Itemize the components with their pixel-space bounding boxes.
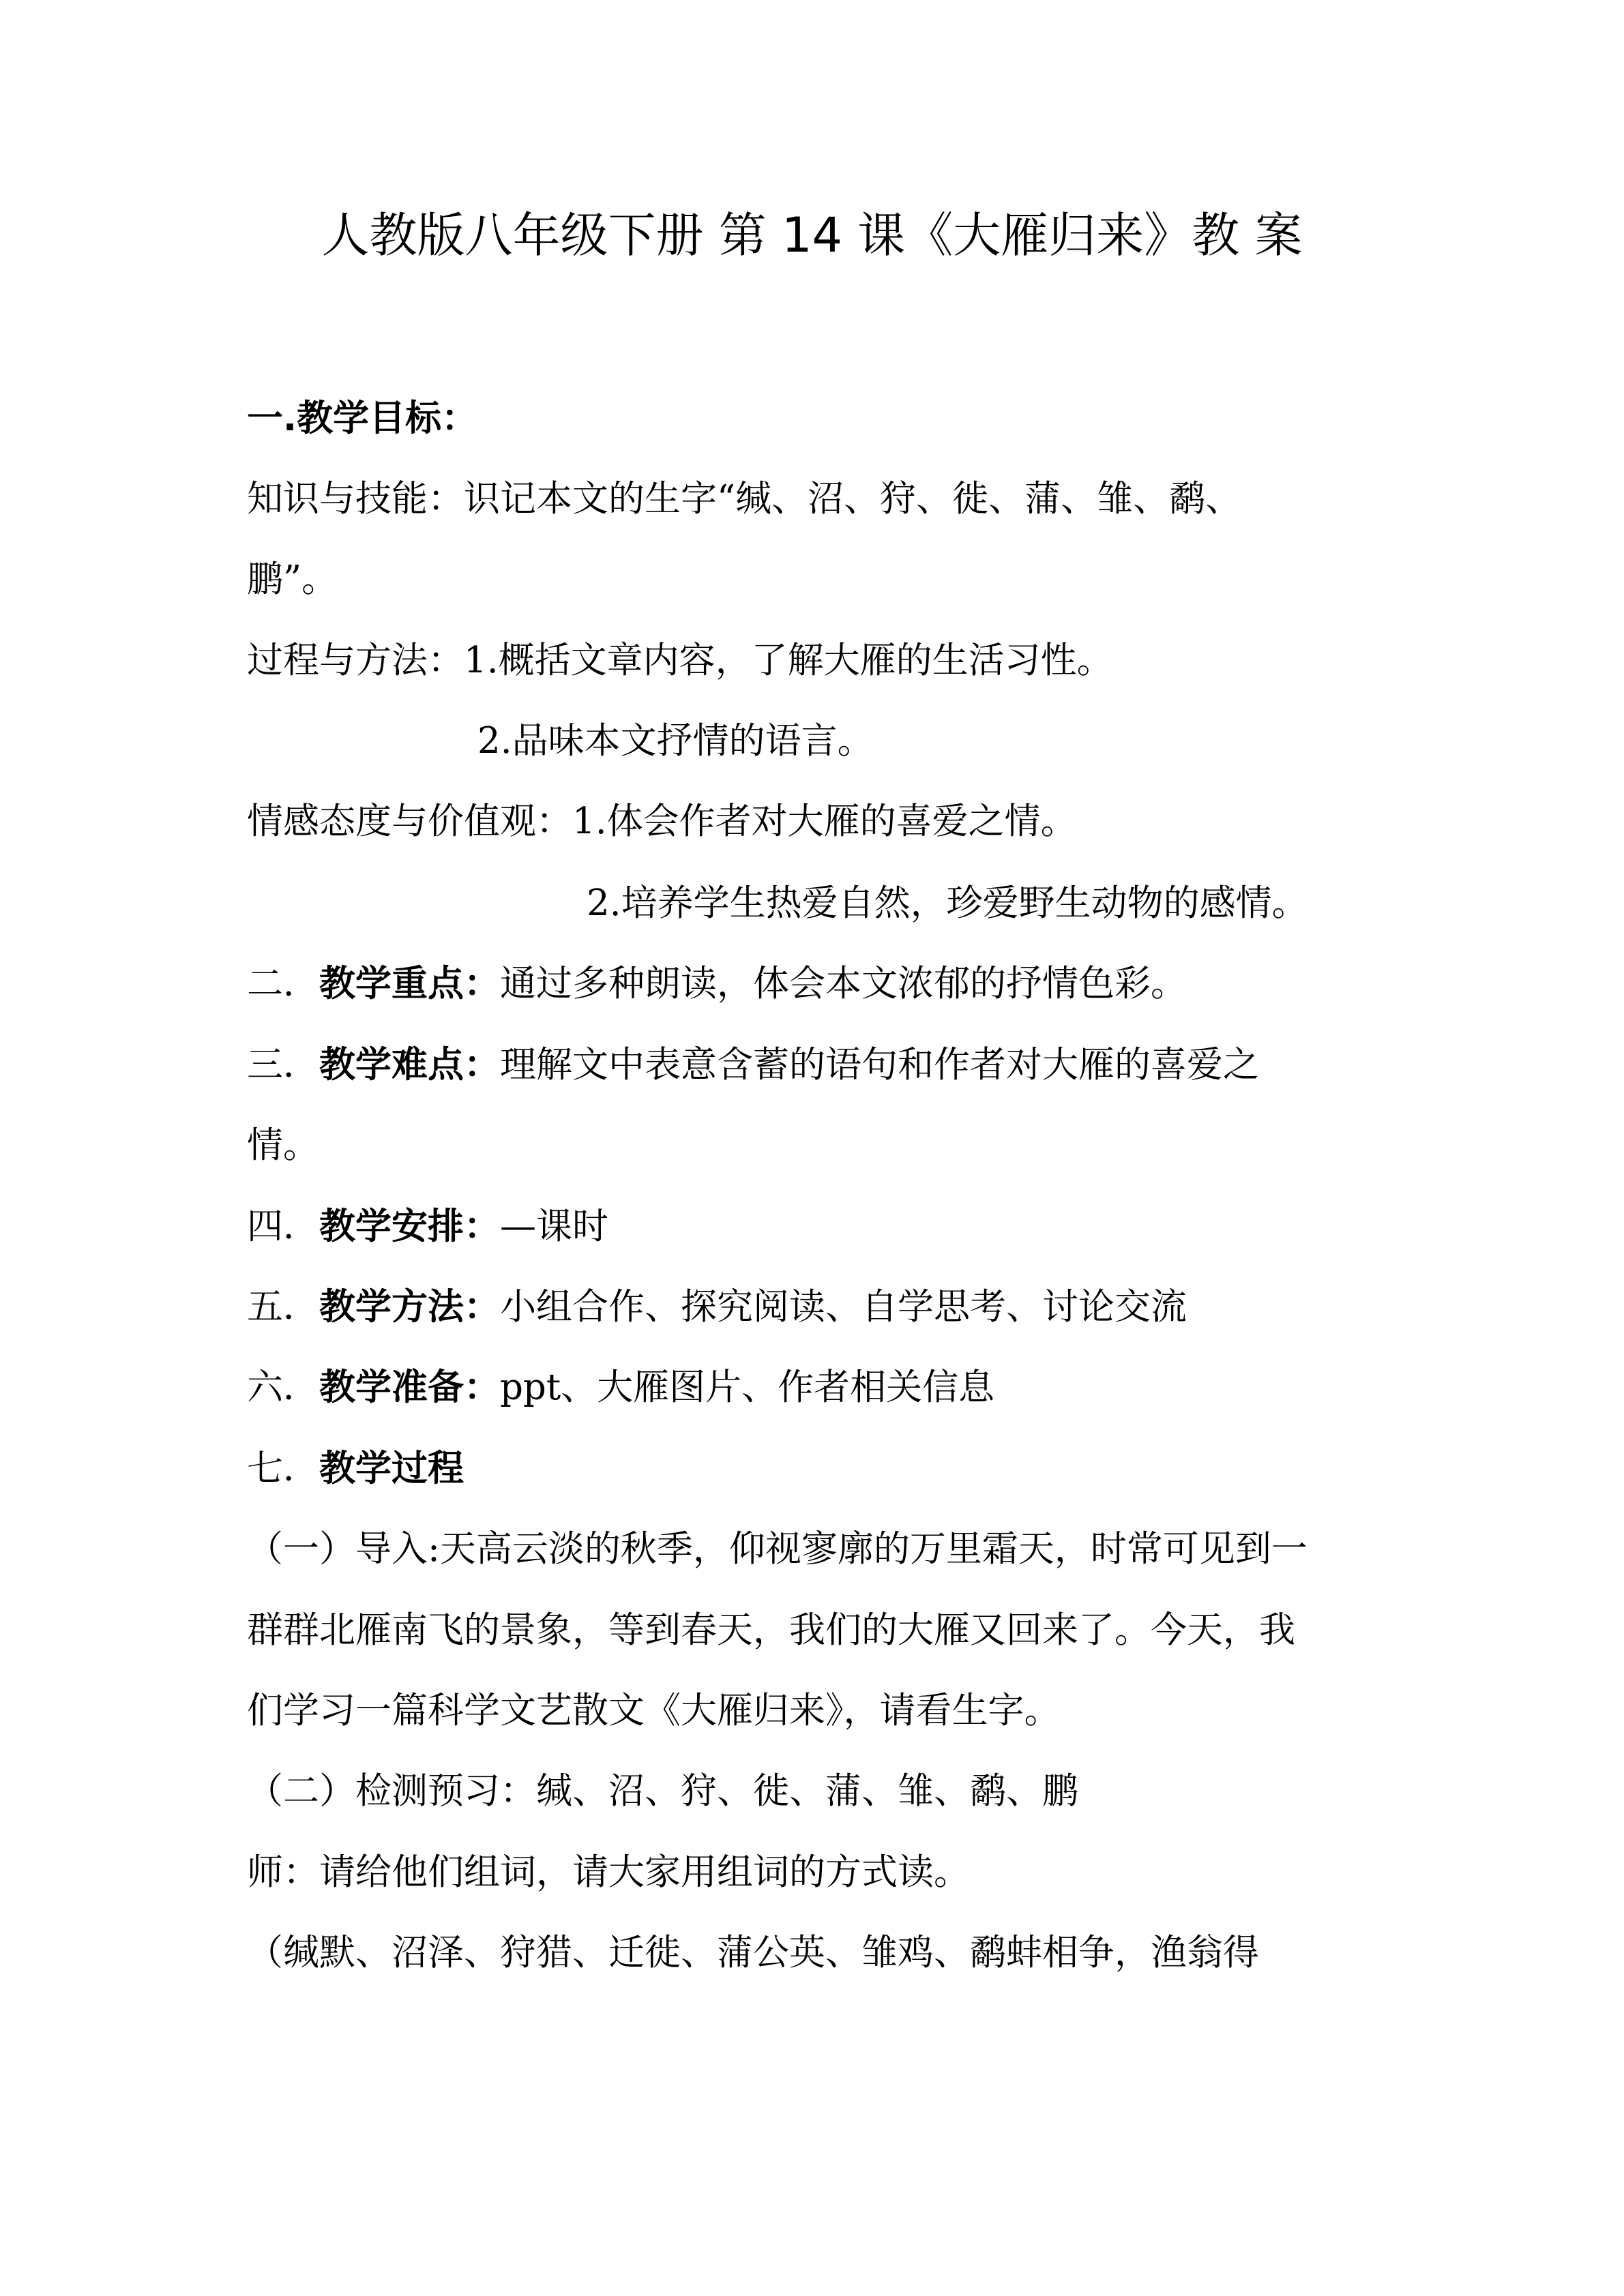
section-1-heading: 一.教学目标： <box>247 398 478 439</box>
section-4-heading: 教学安排： <box>319 1206 500 1247</box>
section-5-number: 五． <box>247 1286 319 1328</box>
section-4-line <box>247 1203 608 1251</box>
section-5-heading: 教学方法： <box>319 1286 500 1328</box>
word-list-line: （缄默、沼泽、狩猎、迁徙、蒲公英、雏鸡、鹬蚌相争，渔翁得 <box>247 1932 1259 1973</box>
section-5-line <box>247 1283 1187 1331</box>
section-7-line <box>247 1445 464 1493</box>
section-3-line <box>247 1041 1259 1089</box>
intro-paragraph-line-2: 群群北雁南飞的景象，等到春天，我们的大雁又回来了。今天，我 <box>247 1609 1295 1651</box>
knowledge-skill-line-cont: 鹏”。 <box>247 558 338 600</box>
process-method-line: 过程与方法：1.概括文章内容，了解大雁的生活习性。 <box>247 640 1113 681</box>
emotion-values-line-2: 2.培养学生热爱自然，珍爱野生动物的感情。 <box>587 882 1308 924</box>
section-2-text: 通过多种朗读，体会本文浓郁的抒情色彩。 <box>500 963 1187 1004</box>
teacher-instruction-line: 师：请给他们组词，请大家用组词的方式读。 <box>247 1851 970 1893</box>
section-3-heading: 教学难点： <box>319 1044 500 1086</box>
intro-paragraph-line-1: （一）导入:天高云淡的秋季，仰视寥廓的万里霜天，时常可见到一 <box>247 1528 1308 1570</box>
section-4-number: 四． <box>247 1206 319 1247</box>
section-5-text: 小组合作、探究阅读、自学思考、讨论交流 <box>500 1286 1187 1328</box>
section-3-line-cont: 情。 <box>247 1124 319 1166</box>
section-6-number: 六． <box>247 1367 319 1408</box>
intro-paragraph-line-3: 们学习一篇科学文艺散文《大雁归来》，请看生字。 <box>247 1690 1061 1731</box>
section-3-number: 三． <box>247 1044 319 1086</box>
preview-check-line: （二）检测预习：缄、沼、狩、徙、蒲、雏、鹬、鹏 <box>247 1770 1078 1812</box>
section-2-number: 二． <box>247 963 319 1004</box>
section-6-heading: 教学准备： <box>319 1367 500 1408</box>
section-3-text: 理解文中表意含蓄的语句和作者对大雁的喜爱之 <box>500 1044 1259 1086</box>
section-7-heading: 教学过程 <box>319 1448 464 1489</box>
section-2-heading: 教学重点： <box>319 963 500 1004</box>
section-4-text: —课时 <box>500 1206 608 1247</box>
emotion-values-line: 情感态度与价值观：1.体会作者对大雁的喜爱之情。 <box>247 801 1077 842</box>
knowledge-skill-line: 知识与技能：识记本文的生字“缄、沼、狩、徙、蒲、雏、鹬、 <box>247 478 1242 520</box>
section-7-number: 七． <box>247 1448 319 1489</box>
section-6-line <box>247 1364 994 1412</box>
section-2-line <box>247 960 1187 1008</box>
document-title: 人教版八年级下册 第 14 课《大雁归来》教 案 <box>321 207 1303 263</box>
section-6-text: ppt、大雁图片、作者相关信息 <box>500 1367 995 1408</box>
process-method-line-2: 2.品味本文抒情的语言。 <box>477 720 874 762</box>
